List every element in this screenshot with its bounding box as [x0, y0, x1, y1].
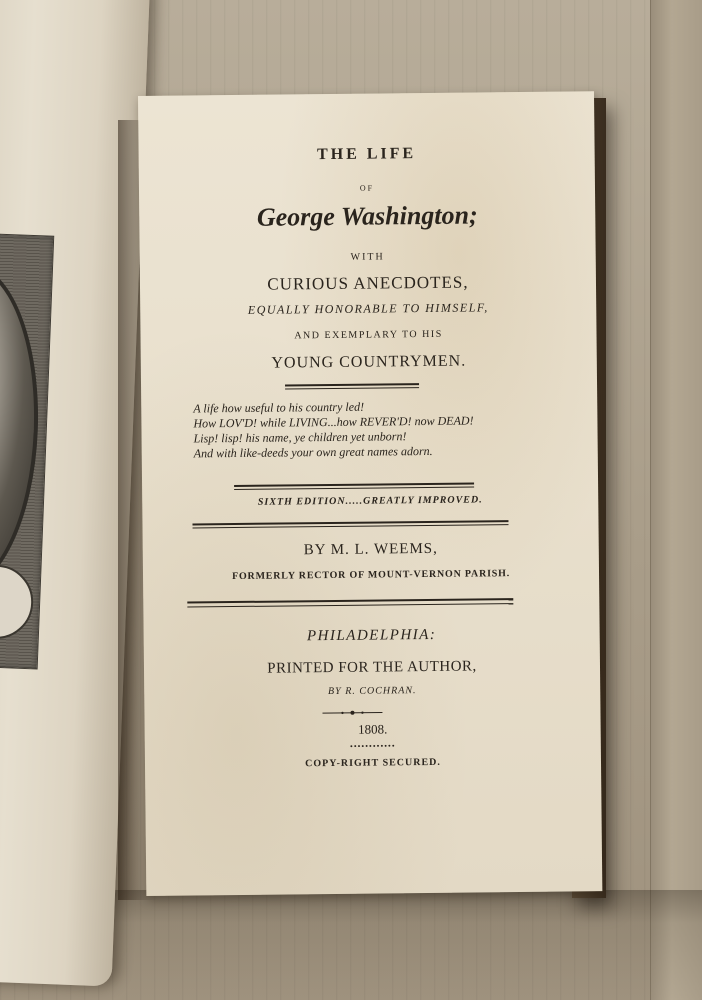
cardboard-box-edge [650, 0, 702, 1000]
subtitle-equally-honorable: EQUALLY HONORABLE TO HIMSELF, [247, 300, 489, 317]
verse-line: Lisp! lisp! his name, ye children yet unborn! [193, 429, 407, 446]
portrait-oval [0, 261, 44, 594]
epigraph-verse [193, 398, 554, 462]
verse-line: How LOV'D! while LIVING...how REVER'D! now DEAD! [193, 413, 474, 431]
imprint-place: PHILADELPHIA: [306, 626, 437, 645]
subtitle-curious-anecdotes: CURIOUS ANECDOTES, [267, 272, 469, 294]
divider-rule-1 [285, 383, 419, 389]
author-title: FORMERLY RECTOR OF MOUNT-VERNON PARISH. [231, 568, 511, 583]
author-name: BY M. L. WEEMS, [303, 540, 438, 559]
washington-portrait-engraving [0, 232, 54, 670]
copyright-notice: COPY-RIGHT SECURED. [305, 756, 441, 770]
imprint-printer: BY R. COCHRAN. [327, 685, 417, 698]
verse-line: A life how useful to his country led! [193, 399, 365, 416]
title-page [138, 91, 602, 896]
title-the-life: THE LIFE [316, 145, 417, 164]
ornament-rule [322, 709, 382, 716]
title-of: OF [359, 183, 375, 193]
verse-line: And with like-deeds your own great names adorn. [193, 443, 433, 461]
imprint-printed-for: PRINTED FOR THE AUTHOR, [267, 658, 477, 677]
title-george-washington: George Washington; [256, 200, 478, 232]
edition-statement: SIXTH EDITION.....GREATLY IMPROVED. [257, 494, 483, 508]
subtitle-young-countrymen: YOUNG COUNTRYMEN. [271, 352, 467, 372]
divider-rule-2 [234, 483, 474, 491]
divider-rule-4 [187, 598, 513, 607]
subtitle-and-exemplary: AND EXEMPLARY TO HIS [294, 328, 443, 342]
dotted-separator: •••••••••••• [349, 741, 396, 751]
portrait-plaque [0, 562, 35, 640]
divider-rule-3 [192, 520, 508, 528]
subtitle-with: WITH [350, 251, 385, 263]
imprint-year: 1808. [357, 721, 388, 737]
